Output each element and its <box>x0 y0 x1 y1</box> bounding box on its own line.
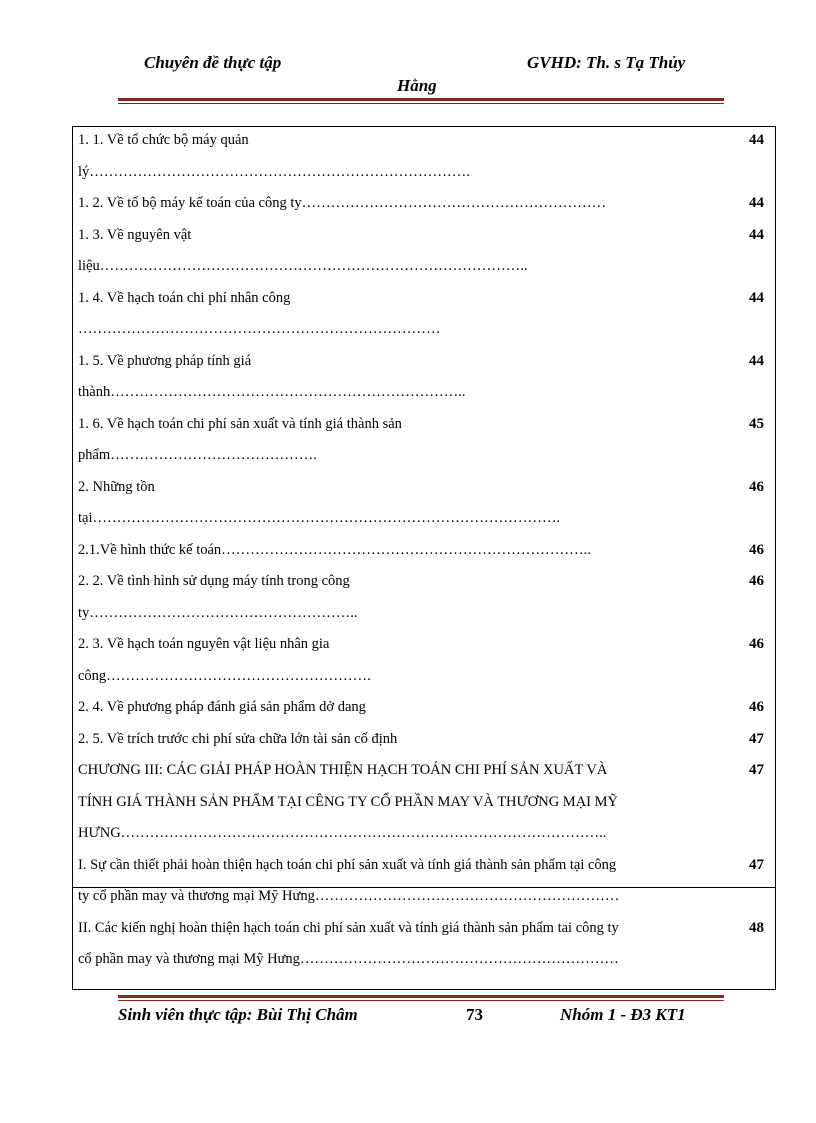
toc-entry-line: ty……………………………………………….. <box>78 604 358 621</box>
toc-entry-line: công………………………………………………. <box>78 667 371 684</box>
toc-entry-line: HƯNG……………………………………………………………………………………….. <box>78 825 607 841</box>
toc-entry-line: 2. 3. Về hạch toán nguyên vật liệu nhân gia <box>78 636 330 652</box>
toc-entry-line: II. Các kiến nghị hoàn thiện hạch toán chi phí sản xuất và tính giá thành sản phẩm tai công ty <box>78 919 619 936</box>
footer-group: Nhóm 1 - Đ3 KT1 <box>560 1005 686 1024</box>
toc-entry-line: 2. 2. Về tình hình sử dụng máy tính trong công <box>78 573 350 589</box>
header-rule <box>118 98 724 104</box>
toc-page-number: 44 <box>749 352 764 369</box>
toc-page-number: 47 <box>749 856 764 873</box>
toc-entry-line: lý……………………………………………………………………. <box>78 163 470 180</box>
header-title: Chuyên đề thực tập <box>144 53 282 72</box>
toc-page-number: 44 <box>749 132 764 148</box>
toc-entry-line: ty cổ phần may và thương mại Mỹ Hưng……………………………………………………… <box>78 888 620 904</box>
toc-page-number: 44 <box>749 226 764 243</box>
toc-page-number: 46 <box>749 636 764 652</box>
toc-entry-line: 1. 2. Về tổ bộ máy kế toán của công ty……………………………………………………… <box>78 195 607 211</box>
toc-entry-line: thành……………………………………………………………….. <box>78 384 466 400</box>
footer-rule <box>118 995 724 1001</box>
toc-entry-line: 2. Những tồn <box>78 478 155 495</box>
toc-entry-line: 1. 6. Về hạch toán chi phí sản xuất và tính giá thành sản <box>78 415 402 432</box>
footer-page-number: 73 <box>466 1005 483 1024</box>
toc-page-number: 46 <box>749 699 764 715</box>
toc-page-number: 45 <box>749 415 764 432</box>
toc-entry-line: 1. 4. Về hạch toán chi phí nhân công <box>78 289 291 306</box>
toc-page-number: 46 <box>749 478 764 495</box>
toc-page-number: 48 <box>749 919 764 936</box>
toc-page-number: 46 <box>749 541 764 558</box>
toc-entry-line: cổ phần may và thương mại Mỹ Hưng………………………………………………………… <box>78 951 619 967</box>
toc-entry-line: 2. 5. Về trích trước chi phí sửa chữa lớn tài sản cố định <box>78 730 398 747</box>
toc-entry-line: tại……………………………………………………………………………………. <box>78 510 561 526</box>
toc-page-number: 44 <box>749 289 764 306</box>
toc-entry-line: phẩm……………………………………. <box>78 447 317 463</box>
header-advisor: GVHD: Th. s Tạ Thủy <box>527 53 686 72</box>
toc-page-number: 47 <box>749 730 764 747</box>
header-advisor-continued: Hằng <box>397 76 437 95</box>
toc-entry-line: liệu…………………………………………………………………………….. <box>78 258 528 274</box>
toc-page-number: 47 <box>749 762 764 778</box>
toc-page-number: 46 <box>749 573 764 589</box>
footer-student: Sinh viên thực tập: Bùi Thị Châm <box>118 1005 358 1024</box>
toc-entry-line: I. Sự cần thiết phải hoàn thiện hạch toán chi phí sản xuất và tính giá thành sản phẩm tại công <box>78 856 617 873</box>
toc-entry-line: 1. 3. Về nguyên vật <box>78 226 192 243</box>
toc-entry-line: 2.1.Về hình thức kế toán………………………………………………………………….. <box>78 541 591 558</box>
toc-entry-line: TÍNH GIÁ THÀNH SẢN PHẨM TẠI CÊNG TY CỔ PHẦN MAY VÀ THƯƠNG MẠI MỸ <box>78 793 618 810</box>
toc-entry-line: 1. 1. Về tổ chức bộ máy quản <box>78 132 249 148</box>
toc-page-number: 44 <box>749 195 764 211</box>
toc-entry-line: ………………………………………………………………… <box>78 321 441 337</box>
toc-entry-line: CHƯƠNG III: CÁC GIẢI PHÁP HOÀN THIỆN HẠCH TOÁN CHI PHÍ SẢN XUẤT VÀ <box>78 762 608 778</box>
toc-entry-line: 1. 5. Về phương pháp tính giá <box>78 352 252 369</box>
toc-entry-line: 2. 4. Về phương pháp đánh giá sản phẩm dở dang <box>78 699 366 715</box>
